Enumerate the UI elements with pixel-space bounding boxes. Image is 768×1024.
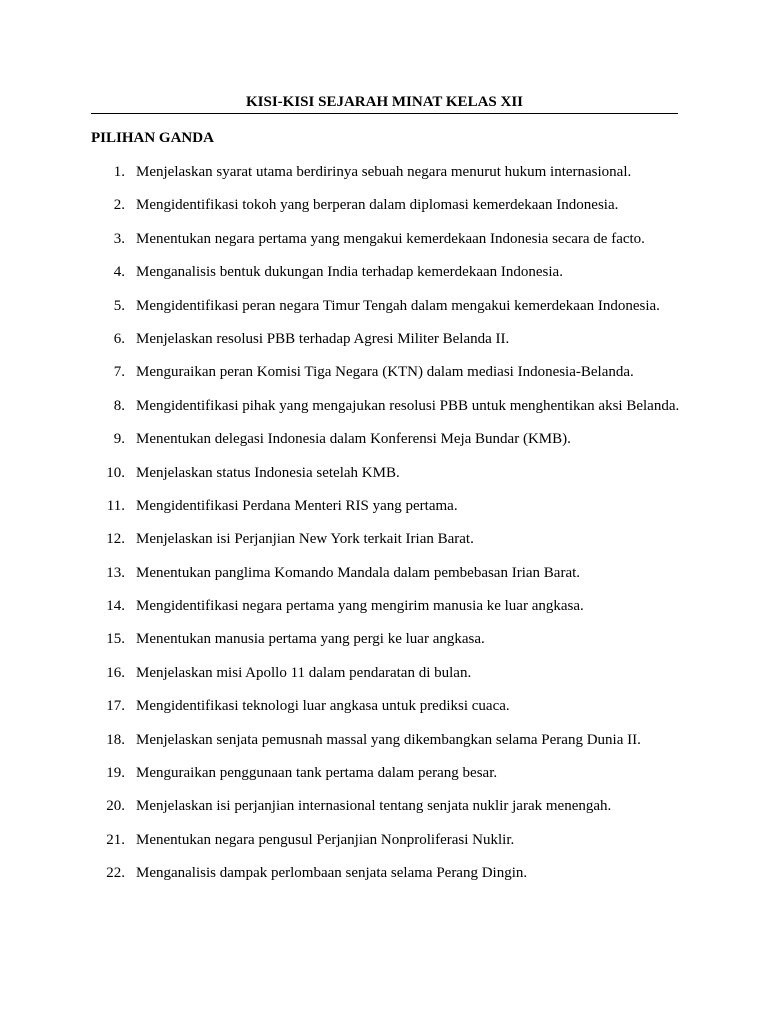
list-item-number: 15. xyxy=(106,631,125,648)
list-item xyxy=(91,529,681,549)
list-item-number: 12. xyxy=(106,531,125,548)
list-item-number: 6. xyxy=(113,330,125,347)
list-item-text: Menjelaskan status Indonesia setelah KMB. xyxy=(136,464,400,481)
list-item-text: Mengidentifikasi Perdana Menteri RIS yang pertama. xyxy=(136,497,458,514)
list-item xyxy=(91,796,681,816)
list-item-number: 18. xyxy=(106,731,125,748)
list-item-text: Menjelaskan resolusi PBB terhadap Agresi Militer Belanda II. xyxy=(136,330,510,347)
list-item-number: 20. xyxy=(106,798,125,815)
list-item-text: Mengidentifikasi peran negara Timur Tengah dalam mengakui kemerdekaan Indonesia. xyxy=(136,297,660,314)
list-item xyxy=(91,429,681,449)
list-item xyxy=(91,696,681,716)
list-item-text: Menjelaskan syarat utama berdirinya sebuah negara menurut hukum internasional. xyxy=(136,164,632,180)
list-item xyxy=(91,830,681,850)
list-item-text: Menguraikan penggunaan tank pertama dalam perang besar. xyxy=(136,765,498,782)
list-item-text: Menjelaskan isi perjanjian internasional tentang senjata nuklir jarak menengah. xyxy=(136,798,612,815)
list-item-text: Menjelaskan senjata pemusnah massal yang dikembangkan selama Perang Dunia II. xyxy=(136,731,641,748)
list-item-number: 7. xyxy=(113,364,125,381)
list-item-text: Mengidentifikasi negara pertama yang mengirim manusia ke luar angkasa. xyxy=(136,598,584,615)
list-item-text: Menentukan negara pertama yang mengakui kemerdekaan Indonesia secara de facto. xyxy=(136,230,645,247)
list-item xyxy=(91,596,681,616)
list-item-number: 3. xyxy=(113,230,125,247)
list-item-text: Mengidentifikasi teknologi luar angkasa untuk prediksi cuaca. xyxy=(136,698,510,715)
list-item-number: 2. xyxy=(113,197,125,214)
list-item-number: 14. xyxy=(106,598,125,615)
list-item-text: Menganalisis dampak perlombaan senjata selama Perang Dingin. xyxy=(136,865,528,882)
list-item-number: 11. xyxy=(106,497,125,514)
list-item-number: 13. xyxy=(106,564,125,581)
list-item-text: Menjelaskan isi Perjanjian New York terkait Irian Barat. xyxy=(136,531,474,548)
list-item xyxy=(91,629,681,649)
list-item xyxy=(91,863,681,883)
list-item xyxy=(91,730,681,750)
list-item-number: 16. xyxy=(106,664,125,681)
list-item xyxy=(91,396,681,416)
list-item xyxy=(91,763,681,783)
list-item-text: Menganalisis bentuk dukungan India terhadap kemerdekaan Indonesia. xyxy=(136,264,563,281)
list-item xyxy=(91,162,681,182)
document-title: KISI-KISI SEJARAH MINAT KELAS XII xyxy=(245,94,524,110)
list-item-text: Mengidentifikasi tokoh yang berperan dalam diplomasi kemerdekaan Indonesia. xyxy=(136,197,619,214)
list-item xyxy=(91,195,681,215)
list-item xyxy=(91,463,681,483)
list-item-text: Mengidentifikasi pihak yang mengajukan resolusi PBB untuk menghentikan aksi Belanda. xyxy=(136,397,680,414)
section-heading: PILIHAN GANDA xyxy=(91,130,214,146)
list-item-text: Menentukan panglima Komando Mandala dalam pembebasan Irian Barat. xyxy=(136,564,581,581)
objective-list xyxy=(91,162,681,897)
list-item-number: 8. xyxy=(113,397,125,414)
list-item-text: Menentukan negara pengusul Perjanjian Nonproliferasi Nuklir. xyxy=(136,831,515,848)
list-item-text: Menjelaskan misi Apollo 11 dalam pendaratan di bulan. xyxy=(136,664,472,681)
list-item-text: Menguraikan peran Komisi Tiga Negara (KTN) dalam mediasi Indonesia-Belanda. xyxy=(136,364,634,381)
list-item-number: 21. xyxy=(106,831,125,848)
list-item xyxy=(91,362,681,382)
list-item-number: 1. xyxy=(113,164,125,180)
list-item-number: 19. xyxy=(106,765,125,782)
list-item-number: 17. xyxy=(106,698,125,715)
list-item xyxy=(91,296,681,316)
list-item-number: 9. xyxy=(113,431,125,448)
list-item xyxy=(91,563,681,583)
list-item-number: 10. xyxy=(106,464,125,481)
list-item-number: 22. xyxy=(106,865,125,882)
list-item xyxy=(91,229,681,249)
list-item-text: Menentukan manusia pertama yang pergi ke luar angkasa. xyxy=(136,631,485,648)
list-item xyxy=(91,663,681,683)
list-item-text: Menentukan delegasi Indonesia dalam Konferensi Meja Bundar (KMB). xyxy=(136,431,571,448)
list-item xyxy=(91,496,681,516)
list-item xyxy=(91,329,681,349)
list-item xyxy=(91,262,681,282)
list-item-number: 5. xyxy=(113,297,125,314)
title-underline xyxy=(91,113,678,114)
list-item-number: 4. xyxy=(113,264,125,281)
